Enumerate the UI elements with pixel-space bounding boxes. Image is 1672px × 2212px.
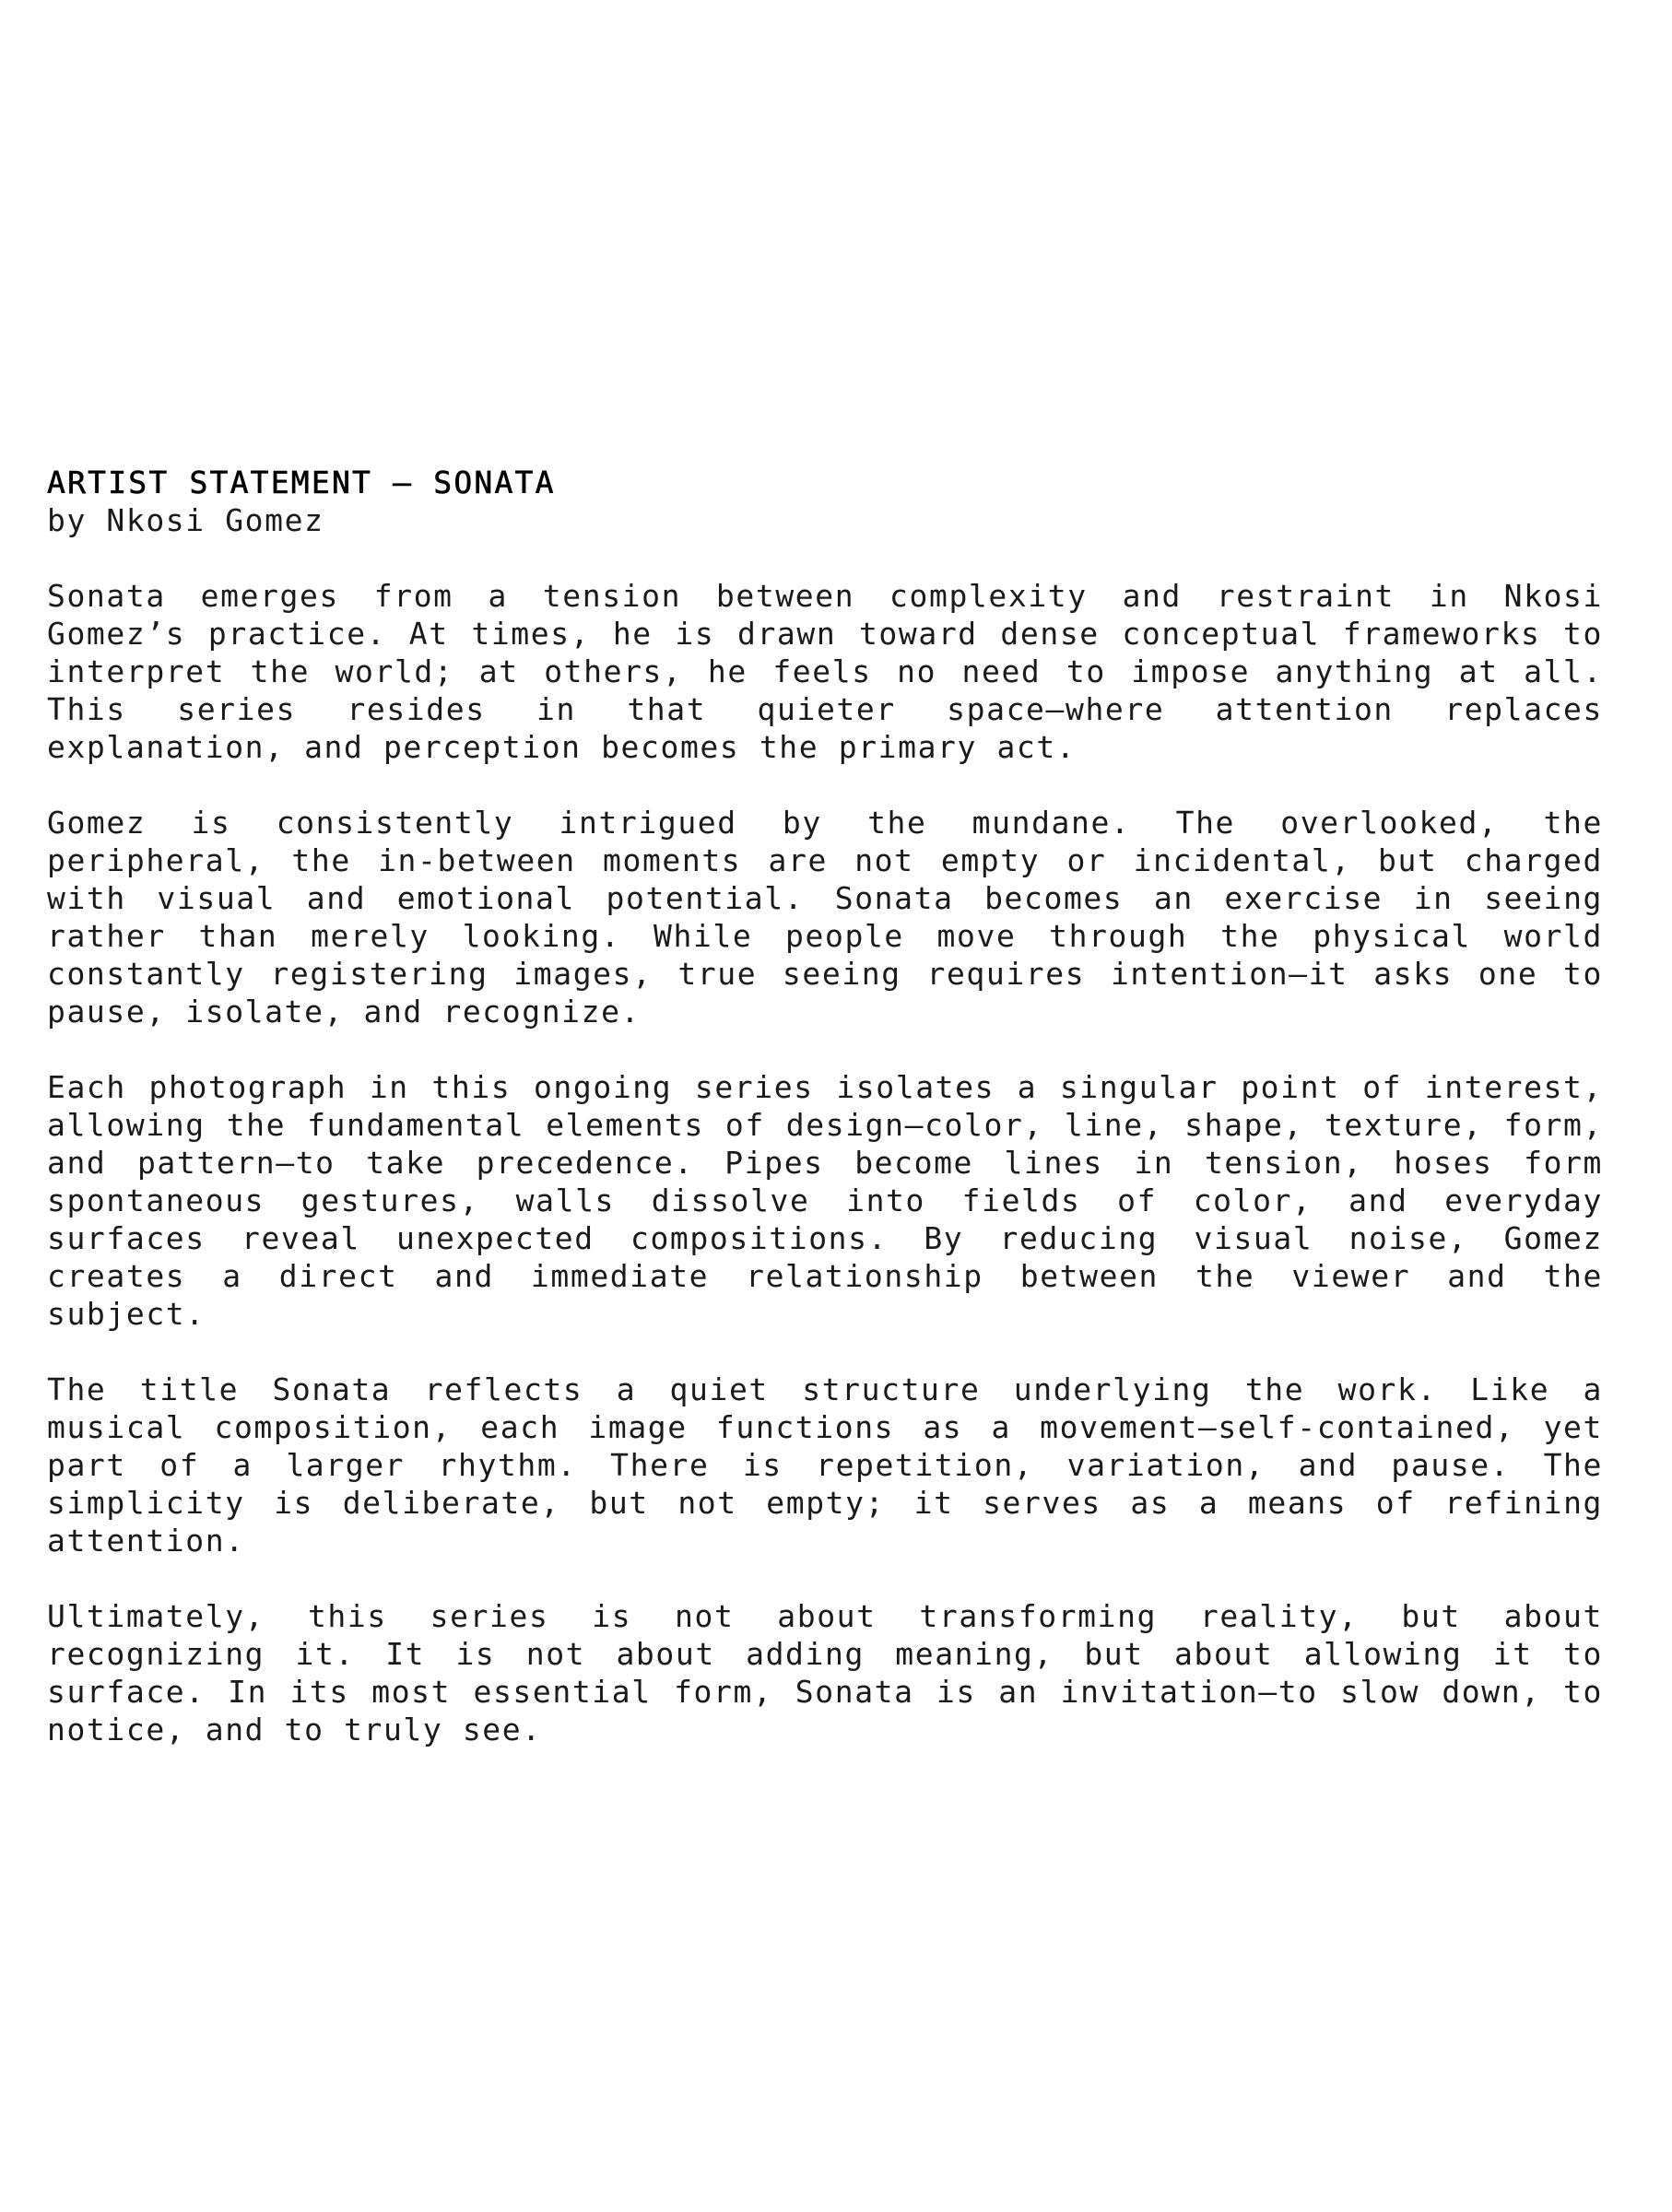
statement-paragraph-3: Each photograph in this ongoing series isolates a singular point of interest, allowing the fundamental elements of design—color, line, shape, texture, form, and pattern—to take precedence. Pipes become lines in tension, hoses form spontaneous gestures, walls dissolve into fields of color, and everyday surfaces reveal unexpected compositions. By reducing visual noise, Gomez creates a direct and immediate relationship between the viewer and the subject.: [47, 1069, 1603, 1332]
statement-paragraph-1: Sonata emerges from a tension between complexity and restraint in Nkosi Gomez’s practice. At times, he is drawn toward dense conceptual frameworks to interpret the world; at others, he feels no need to impose anything at all. This series resides in that quieter space—where attention replaces explanation, and perception becomes the primary act.: [47, 578, 1603, 765]
statement-paragraph-2: Gomez is consistently intrigued by the mundane. The overlooked, the peripheral, the in-between moments are not empty or incidental, but charged with visual and emotional potential. Sonata becomes an exercise in seeing rather than merely looking. While people move through the physical world constantly registering images, true seeing requires intention—it asks one to pause, isolate, and recognize.: [47, 805, 1603, 1030]
statement-paragraph-4: The title Sonata reflects a quiet structure underlying the work. Like a musical composition, each image functions as a movement—self-contained, yet part of a larger rhythm. There is repetition, variation, and pause. The simplicity is deliberate, but not empty; it serves as a means of refining attention.: [47, 1371, 1603, 1559]
statement-byline: by Nkosi Gomez: [47, 502, 324, 538]
statement-paragraph-5: Ultimately, this series is not about transforming reality, but about recognizing it. It is not about adding meaning, but about allowing it to surface. In its most essential form, Sonata is an invitation—to slow down, to notice, and to truly see.: [47, 1598, 1603, 1747]
statement-title: ARTIST STATEMENT — SONATA: [47, 465, 556, 500]
artist-statement: [47, 464, 1603, 1748]
